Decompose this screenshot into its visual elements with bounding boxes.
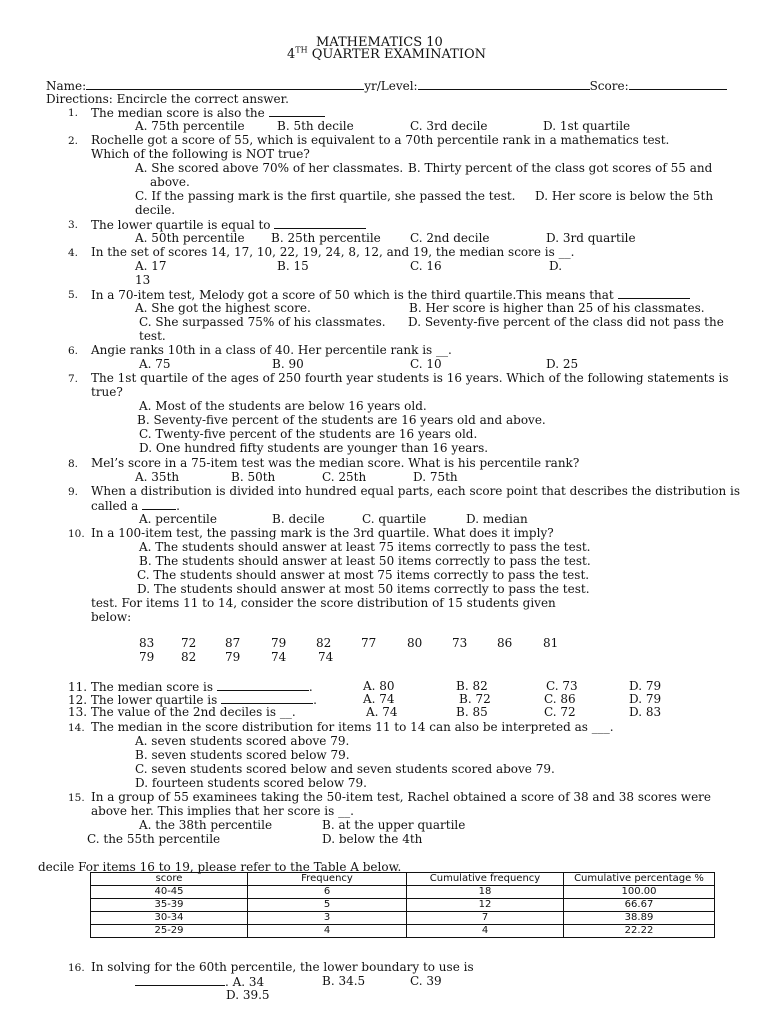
items-11-14-intro-cont: below:: [91, 610, 132, 624]
table-header-row: [91, 873, 715, 886]
q14-number: 14.: [68, 722, 85, 734]
score-blank[interactable]: [629, 78, 727, 90]
q15-choice-d[interactable]: D. below the 4th: [322, 832, 423, 846]
score-value: 79: [139, 650, 155, 664]
q1-number: 1.: [68, 107, 79, 119]
table-row: [91, 886, 715, 899]
table-cell: 6: [248, 886, 407, 899]
q1-choice-a[interactable]: A. 75th percentile: [135, 119, 245, 133]
q7-choice-d[interactable]: D. One hundred fifty students are younger than 16 years.: [139, 441, 489, 455]
q2-choice-b[interactable]: B. Thirty percent of the class got scores of 55 and: [408, 161, 713, 175]
q8-choice-c[interactable]: C. 25th: [322, 470, 367, 484]
table-cell: 5: [248, 899, 407, 912]
score-value: 80: [407, 636, 423, 650]
q2-choice-a[interactable]: A. She scored above 70% of her classmates.: [135, 161, 404, 175]
q12-choice-d[interactable]: D. 79: [629, 692, 662, 706]
table-row: [91, 925, 715, 938]
q12-choice-c[interactable]: C. 86: [544, 692, 576, 706]
table-cell: 100.00: [564, 886, 715, 899]
q9-choice-c[interactable]: C. quartile: [362, 512, 427, 526]
q10-stem: In a 100-item test, the passing mark is the 3rd quartile. What does it imply?: [91, 526, 554, 540]
q10-number: 10.: [68, 528, 85, 540]
q8-number: 8.: [68, 458, 79, 470]
q6-stem: Angie ranks 10th in a class of 40. Her percentile rank is __.: [91, 343, 452, 357]
q7-choice-b[interactable]: B. Seventy-five percent of the students are 16 years old and above.: [137, 413, 546, 427]
q15-stem-line1: In a group of 55 examinees taking the 50-item test, Rachel obtained a score of 38 and 38 scores were: [91, 790, 712, 804]
q2-number: 2.: [68, 135, 79, 147]
q15-number: 15.: [68, 792, 85, 804]
q6-choice-b[interactable]: B. 90: [272, 357, 304, 371]
table-cell: 7: [407, 912, 564, 925]
q4-choice-d-cont: 13: [135, 273, 151, 287]
column-header-cumulative-frequency: Cumulative frequency: [407, 873, 564, 886]
table-cell: 12: [407, 899, 564, 912]
table-row: [91, 912, 715, 925]
q4-choice-a[interactable]: A. 17: [135, 259, 167, 273]
q13-choice-d[interactable]: D. 83: [629, 705, 662, 719]
score-value: 79: [225, 650, 241, 664]
q2-choice-b-cont: above.: [150, 175, 190, 189]
q14-choice-a[interactable]: A. seven students scored above 79.: [135, 734, 350, 748]
yrlevel-blank[interactable]: [418, 78, 590, 90]
q3-choice-a[interactable]: A. 50th percentile: [135, 231, 245, 245]
q11-choice-c[interactable]: C. 73: [546, 679, 578, 693]
q2-choice-d-cont: decile.: [135, 203, 176, 217]
q1-choice-c[interactable]: C. 3rd decile: [410, 119, 488, 133]
q15-stem-line2: above her. This implies that her score is __.: [91, 804, 354, 818]
q15-choice-c[interactable]: C. the 55th percentile: [87, 832, 221, 846]
column-header-cumulative-percentage: Cumulative percentage %: [564, 873, 715, 886]
score-value: 74: [271, 650, 287, 664]
q13-choice-c[interactable]: C. 72: [544, 705, 576, 719]
q3-choice-b[interactable]: B. 25th percentile: [271, 231, 381, 245]
q5-choice-c[interactable]: C. She surpassed 75% of his classmates.: [139, 315, 386, 329]
q4-number: 4.: [68, 247, 79, 259]
table-cell: 18: [407, 886, 564, 899]
q13-stem: 13. The value of the 2nd deciles is __.: [68, 705, 296, 719]
q5-choice-b[interactable]: B. Her score is higher than 25 of his classmates.: [409, 301, 705, 315]
q6-choice-c[interactable]: C. 10: [410, 357, 442, 371]
q15-choice-b[interactable]: B. at the upper quartile: [322, 818, 466, 832]
q16-choice-c[interactable]: C. 39: [410, 974, 442, 988]
score-value: 77: [361, 636, 377, 650]
score-value: 72: [181, 636, 197, 650]
q11-choice-b[interactable]: B. 82: [456, 679, 488, 693]
table-cell: 38.89: [564, 912, 715, 925]
column-header-frequency: Frequency: [248, 873, 407, 886]
score-value: 82: [181, 650, 197, 664]
q14-choice-c[interactable]: C. seven students scored below and seven students scored above 79.: [135, 762, 555, 776]
table-cell: 4: [248, 925, 407, 938]
table-cell: 35-39: [91, 899, 248, 912]
table-cell: 3: [248, 912, 407, 925]
table-cell: 25-29: [91, 925, 248, 938]
q9-stem-line2: called a .: [91, 499, 180, 513]
score-value: 83: [139, 636, 155, 650]
q14-choice-b[interactable]: B. seven students scored below 79.: [135, 748, 350, 762]
q8-choice-a[interactable]: A. 35th: [135, 470, 180, 484]
column-header-score: score: [91, 873, 248, 886]
score-value: 87: [225, 636, 241, 650]
q7-stem-line1: The 1st quartile of the ages of 250 fourth year students is 16 years. Which of the following statements is: [91, 371, 729, 385]
q16-choice-d[interactable]: D. 39.5: [226, 988, 270, 1002]
score-value: 73: [452, 636, 468, 650]
q15-choice-d-cont-table-intro: decile For items 16 to 19, please refer to the Table A below.: [38, 860, 402, 874]
q14-stem: The median in the score distribution for items 11 to 14 can also be interpreted as ___.: [91, 720, 614, 734]
q6-choice-a[interactable]: A. 75: [139, 357, 171, 371]
q4-stem: In the set of scores 14, 17, 10, 22, 19, 24, 8, 12, and 19, the median score is __.: [91, 245, 575, 259]
q9-number: 9.: [68, 486, 79, 498]
q3-choice-d[interactable]: D. 3rd quartile: [546, 231, 636, 245]
q7-choice-c[interactable]: C. Twenty-five percent of the students are 16 years old.: [139, 427, 478, 441]
exam-subtitle: 4TH QUARTER EXAMINATION: [287, 45, 486, 62]
q2-choice-c[interactable]: C. If the passing mark is the first quartile, she passed the test.: [135, 189, 516, 203]
q12-choice-a[interactable]: A. 74: [363, 692, 395, 706]
q3-number: 3.: [68, 219, 79, 231]
q8-stem: Mel’s score in a 75-item test was the median score. What is his percentile rank?: [91, 456, 580, 470]
score-value: 86: [497, 636, 513, 650]
q12-stem: 12. The lower quartile is .: [68, 693, 317, 707]
score-value: 81: [543, 636, 559, 650]
q1-stem: The median score is also the: [91, 105, 325, 120]
table-cell: 66.67: [564, 899, 715, 912]
q13-choice-b[interactable]: B. 85: [456, 705, 488, 719]
q9-stem-line1: When a distribution is divided into hundred equal parts, each score point that describes the distribution is: [91, 484, 741, 498]
table-cell: 30-34: [91, 912, 248, 925]
q9-choice-b[interactable]: B. decile: [272, 512, 325, 526]
q9-choice-d[interactable]: D. median: [466, 512, 528, 526]
q4-choice-b[interactable]: B. 15: [277, 259, 309, 273]
q14-choice-d[interactable]: D. fourteen students scored below 79.: [135, 776, 367, 790]
q7-number: 7.: [68, 373, 79, 385]
q8-choice-b[interactable]: B. 50th: [231, 470, 276, 484]
q6-number: 6.: [68, 345, 79, 357]
q3-choice-c[interactable]: C. 2nd decile: [410, 231, 490, 245]
q5-number: 5.: [68, 289, 79, 301]
items-11-14-intro: test. For items 11 to 14, consider the score distribution of 15 students given: [91, 596, 556, 610]
q7-stem-line2: true?: [91, 385, 123, 399]
q11-choice-a[interactable]: A. 80: [363, 679, 395, 693]
q10-choice-c[interactable]: C. The students should answer at most 75 items correctly to pass the test.: [137, 568, 590, 582]
q12-choice-b[interactable]: B. 72: [459, 692, 491, 706]
q16-number: 16.: [68, 962, 85, 974]
table-cell: 40-45: [91, 886, 248, 899]
name-blank[interactable]: [86, 78, 364, 90]
q16-choice-a[interactable]: . A. 34: [135, 974, 264, 989]
q10-choice-d[interactable]: D. The students should answer at most 50 items correctly to pass the test.: [137, 582, 590, 596]
q9-choice-a[interactable]: A. percentile: [139, 512, 217, 526]
score-value: 79: [271, 636, 287, 650]
q4-choice-d[interactable]: D.: [549, 259, 563, 273]
q2-stem-line2: Which of the following is NOT true?: [91, 147, 310, 161]
q3-stem: The lower quartile is equal to: [91, 217, 366, 232]
directions: Directions: Encircle the correct answer.: [46, 92, 289, 106]
q10-choice-b[interactable]: B. The students should answer at least 50 items correctly to pass the test.: [139, 554, 591, 568]
q1-choice-d[interactable]: D. 1st quartile: [543, 119, 631, 133]
q5-choice-a[interactable]: A. She got the highest score.: [135, 301, 311, 315]
q16-stem: In solving for the 60th percentile, the lower boundary to use is: [91, 960, 474, 974]
table-row: [91, 899, 715, 912]
q11-choice-d[interactable]: D. 79: [629, 679, 662, 693]
q5-choice-d-cont: test.: [139, 329, 166, 343]
q4-choice-c[interactable]: C. 16: [410, 259, 442, 273]
q7-choice-a[interactable]: A. Most of the students are below 16 years old.: [139, 399, 427, 413]
table-cell: 4: [407, 925, 564, 938]
score-value: 82: [316, 636, 332, 650]
q6-choice-d[interactable]: D. 25: [546, 357, 579, 371]
exam-title: MATHEMATICS 10: [316, 35, 443, 50]
q15-choice-a[interactable]: A. the 38th percentile: [139, 818, 273, 832]
q16-choice-b[interactable]: B. 34.5: [322, 974, 366, 988]
score-value: 74: [318, 650, 334, 664]
q13-choice-a[interactable]: A. 74: [366, 705, 398, 719]
table-cell: 22.22: [564, 925, 715, 938]
q11-stem: 11. The median score is .: [68, 680, 313, 694]
q8-choice-d[interactable]: D. 75th: [413, 470, 458, 484]
q2-stem-line1: Rochelle got a score of 55, which is equivalent to a 70th percentile rank in a mathematics test.: [91, 133, 670, 147]
name-field[interactable]: Name: yr/Level: Score:: [46, 78, 727, 93]
q1-choice-b[interactable]: B. 5th decile: [277, 119, 354, 133]
q2-choice-d[interactable]: D. Her score is below the 5th: [535, 189, 714, 203]
q5-choice-d[interactable]: D. Seventy-five percent of the class did not pass the: [408, 315, 724, 329]
table-a: [90, 872, 715, 938]
q10-choice-a[interactable]: A. The students should answer at least 75 items correctly to pass the test.: [139, 540, 591, 554]
q5-stem: In a 70-item test, Melody got a score of 50 which is the third quartile.This means that: [91, 287, 690, 302]
